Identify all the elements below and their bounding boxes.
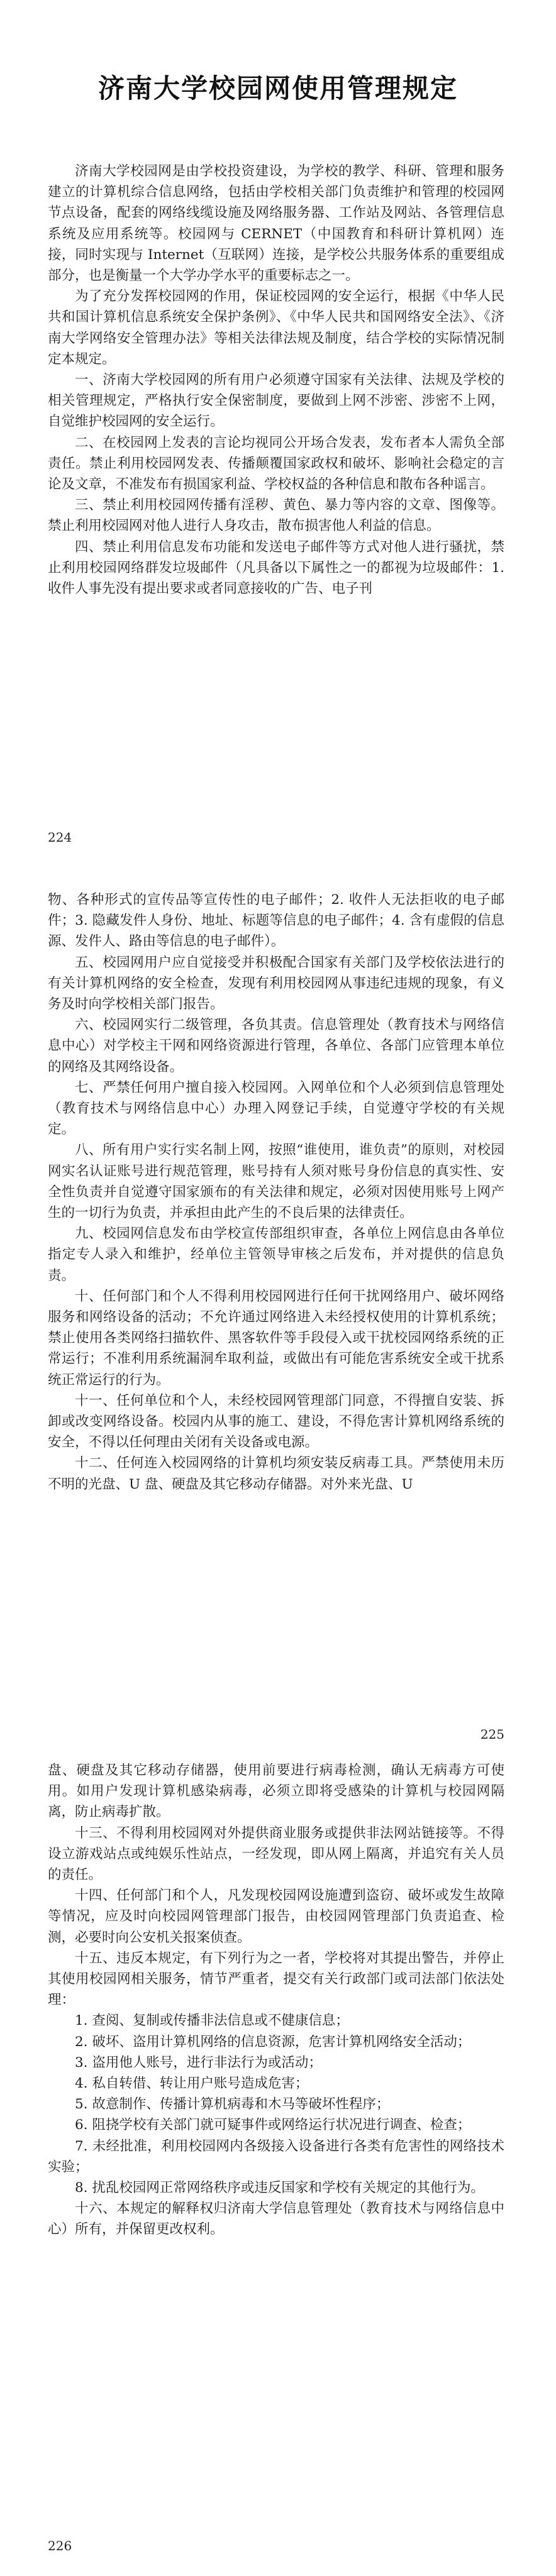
paragraph: 四、禁止利用信息发布功能和发送电子邮件等方式对他人进行骚扰，禁止利用校园网络群发垃圾邮件（凡具备以下属性之一的都视为垃圾邮件：1. 收件人事先没有提出要求或者同意接收的广告、电子刊 bbox=[48, 539, 504, 597]
page-3-body bbox=[48, 1760, 504, 2240]
paragraph: 三、禁止利用校园网传播有淫秽、黄色、暴力等内容的文章、图像等。禁止利用校园网对他人进行人身攻击，散布损害他人利益的信息。 bbox=[48, 497, 504, 534]
page-2-body bbox=[48, 889, 504, 1495]
paragraph: 十一、任何单位和个人，未经校园网管理部门同意，不得擅自安装、拆卸或改变网络设备。校园内从事的施工、建设，不得危害计算机网络系统的安全，不得以任何理由关闭有关设备或电源。 bbox=[48, 1392, 504, 1451]
list-item: 1. 查阅、复制或传播非法信息或不健康信息； bbox=[75, 2013, 349, 2029]
list-item: 3. 盗用他人账号，进行非法行为或活动； bbox=[75, 2054, 322, 2071]
list-item: 5. 故意制作、传播计算机病毒和木马等破坏性程序； bbox=[75, 2096, 390, 2113]
paragraph: 十四、任何部门和个人，凡发现校园网设施遭到盗窃、破坏或发生故障等情况，应及时向校园网管理部门报告，由校园网管理部门负责追查、检测，必要时向公安机关报案侦查。 bbox=[48, 1888, 504, 1946]
list-item: 7. 未经批准，利用校园网内各级接入设备进行各类有危害性的网络技术实验； bbox=[48, 2138, 504, 2175]
page-2 bbox=[0, 871, 556, 1741]
paragraph-continuation: 盘、硬盘及其它移动存储器，使用前要进行病毒检测，确认无病毒方可使用。如用户发现计算机感染病毒，必须立即将受感染的计算机与校园网隔离，防止病毒扩散。 bbox=[48, 1763, 504, 1820]
violation-list bbox=[48, 2010, 504, 2198]
paragraph: 十五、违反本规定，有下列行为之一者，学校将对其提出警告，并停止其使用校园网相关服务，情节严重者，提交有关行政部门或司法部门依法处理： bbox=[48, 1950, 504, 2008]
page-3 bbox=[0, 1741, 556, 2576]
page-number: 225 bbox=[480, 1727, 504, 1742]
paragraph: 济南大学校园网是由学校投资建设，为学校的教学、科研、管理和服务建立的计算机综合信息网络，包括由学校相关部门负责维护和管理的校园网节点设备，配套的网络线缆设施及网络服务器、工作站及网站、各管理信息系统及应用系统等。校园网与 CERNET（中国教育和科研计算机网）连接，同时实现与 Internet（互联网）连接，是学校公共服务体系的重要组成部分，也是衡量一个大学办学水平的重要标志之一。 bbox=[48, 163, 504, 284]
list-item: 8. 扰乱校园网正常网络秩序或违反国家和学校有关规定的其他行为。 bbox=[75, 2180, 484, 2196]
page-number: 224 bbox=[48, 830, 72, 845]
paragraph-continuation: 物、各种形式的宣传品等宣传性的电子邮件；2. 收件人无法拒收的电子邮件；3. 隐藏发件人身份、地址、标题等信息的电子邮件；4. 含有虚假的信息源、发件人、路由等信息的电子邮件）。 bbox=[48, 892, 504, 950]
list-item: 4. 私自转借、转让用户账号造成危害； bbox=[75, 2076, 309, 2092]
paragraph: 八、所有用户实行实名制上网，按照“谁使用，谁负责”的原则，对校园网实名认证账号进行规范管理，账号持有人须对账号身份信息的真实性、安全性负责并自觉遵守国家颁布的有关法律和规定，必须对因使用账号上网产生的一切行为负责，并承担由此产生的不良后果的法律责任。 bbox=[48, 1142, 504, 1221]
page-1-body bbox=[48, 161, 504, 599]
paragraph: 为了充分发挥校园网的作用，保证校园网的安全运行，根据《中华人民共和国计算机信息系统安全保护条例》、《中华人民共和国网络安全法》、《济南大学网络安全管理办法》等相关法律法规及制度，结合学校的实际情况制定本规定。 bbox=[48, 289, 504, 367]
paragraph: 六、校园网实行二级管理，各负其责。信息管理处（教育技术与网络信息中心）对学校主干网和网络资源进行管理，各单位、各部门应管理本单位的网络及其网络设备。 bbox=[48, 1017, 504, 1075]
paragraph: 九、校园网信息发布由学校宣传部组织审查，各单位上网信息由各单位指定专人录入和维护，经单位主管领导审核之后发布，并对提供的信息负责。 bbox=[48, 1226, 504, 1284]
paragraph: 五、校园网用户应自觉接受并积极配合国家有关部门及学校依法进行的有关计算机网络的安全检查，发现有利用校园网从事违纪违规的现象，有义务及时向学校相关部门报告。 bbox=[48, 954, 504, 1013]
document-title: 济南大学校园网使用管理规定 bbox=[97, 73, 458, 104]
paragraph: 十二、任何连入校园网络的计算机均须安装反病毒工具。严禁使用未历不明的光盘、U 盘、硬盘及其它移动存储器。对外来光盘、U bbox=[48, 1455, 504, 1492]
page-number: 226 bbox=[48, 2538, 72, 2553]
paragraph: 十三、不得利用校园网对外提供商业服务或提供非法网站链接等。不得设立游戏站点或纯娱乐性站点，一经发现，即从网上隔离，并追究有关人员的责任。 bbox=[48, 1825, 504, 1883]
paragraph: 十、任何部门和个人不得利用校园网进行任何干扰网络用户、破坏网络服务和网络设备的活动；不允许通过网络进入未经授权使用的计算机系统；禁止使用各类网络扫描软件、黑客软件等手段侵入或干扰校园网络系统的正常运行；不准利用系统漏洞牟取利益，或做出有可能危害系统安全或干扰系统正常运行的行为。 bbox=[48, 1288, 504, 1388]
paragraph: 二、在校园网上发表的言论均视同公开场合发表，发布者本人需负全部责任。禁止利用校园网发表、传播颠覆国家政权和破坏、影响社会稳定的言论及文章，不准发布有损国家利益、学校权益的各种信息和散布各种谣言。 bbox=[48, 434, 504, 493]
page-1 bbox=[0, 0, 556, 871]
list-item: 6. 阻挠学校有关部门就可疑事件或网络运行状况进行调查、检查； bbox=[75, 2117, 471, 2133]
paragraph: 一、济南大学校园网的所有用户必须遵守国家有关法律、法规及学校的相关管理规定，严格执行安全保密制度，要做到上网不涉密、涉密不上网，自觉维护校园网的安全运行。 bbox=[48, 372, 504, 430]
paragraph: 七、严禁任何用户擅自接入校园网。入网单位和个人必须到信息管理处（教育技术与网络信息中心）办理入网登记手续，自觉遵守学校的有关规定。 bbox=[48, 1079, 504, 1138]
paragraph: 十六、本规定的解释权归济南大学信息管理处（教育技术与网络信息中心）所有，并保留更改权利。 bbox=[48, 2201, 504, 2238]
list-item: 2. 破坏、盗用计算机网络的信息资源，危害计算机网络安全活动； bbox=[75, 2034, 471, 2050]
